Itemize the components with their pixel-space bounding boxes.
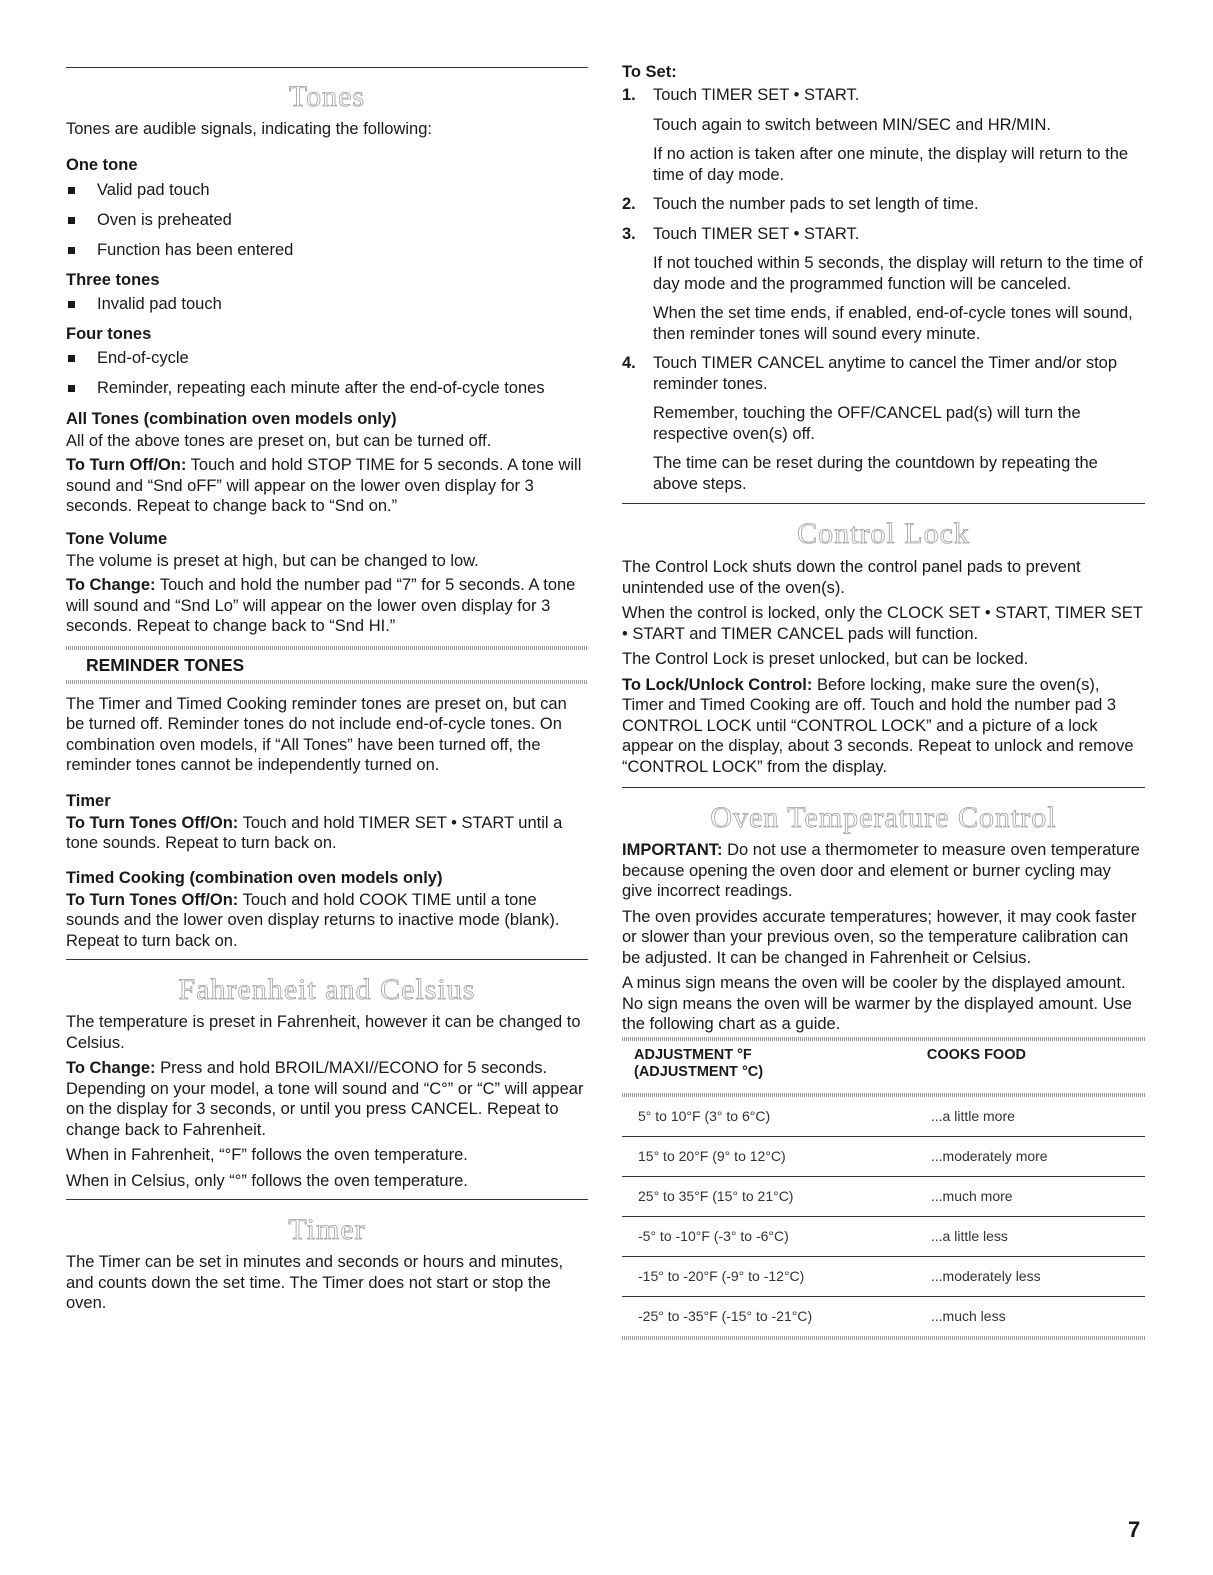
dotted-divider — [66, 680, 588, 684]
adjustment-table — [622, 1041, 1145, 1336]
instruction-label: To Turn Tones Off/On: — [66, 890, 239, 909]
all-tones-text: All of the above tones are preset on, but can be turned off. — [66, 431, 492, 450]
step-text: The time can be reset during the countdown by repeating the above steps. — [653, 454, 1098, 493]
step-text: Touch the number pads to set length of time. — [653, 195, 979, 213]
step-text: If no action is taken after one minute, the display will return to the time of day mode. — [653, 145, 1129, 184]
timer-tones-instruction — [66, 813, 588, 854]
table-row — [622, 1256, 1145, 1296]
three-tones-heading: Three tones — [66, 270, 160, 289]
list-item: Reminder, repeating each minute after the end-of-cycle tones — [66, 378, 588, 398]
instruction-text: Before locking, make sure the oven(s), Timer and Timed Cooking are off. Touch and hold the number pad 3 CONTROL LOCK until “CONTROL LOCK” and a picture of a lock appear on the display, about 3 seconds. Repeat to unlock and remove “CONTROL LOCK” from the display. — [622, 675, 1134, 776]
header-line: (ADJUSTMENT °C) — [634, 1063, 764, 1080]
list-item: Oven is preheated — [66, 210, 588, 230]
step-text: Touch TIMER CANCEL anytime to cancel the Timer and/or stop reminder tones. — [653, 354, 1118, 393]
step-number: 1. — [622, 86, 636, 104]
list-item: End-of-cycle — [66, 348, 588, 368]
cooks-food-cell: ...a little more — [930, 1108, 1015, 1124]
control-lock-p3: The Control Lock is preset unlocked, but can be locked. — [622, 650, 1029, 668]
cooks-food-column-header: COOKS FOOD — [926, 1046, 1026, 1063]
adjustment-cell: 15° to 20°F (9° to 12°C) — [622, 1136, 915, 1176]
step-text: Remember, touching the OFF/CANCEL pad(s) will turn the respective oven(s) off. — [653, 404, 1081, 443]
oven-temp-p2: The oven provides accurate temperatures; however, it may cook faster or slower than your previous oven, so the temperature calibration can be adjusted. It can be changed in Fahrenheit or Celsius. — [622, 907, 1137, 967]
step-text: Touch TIMER SET • START. — [653, 86, 860, 104]
step-item — [622, 194, 1145, 215]
step-item — [622, 353, 1145, 494]
step-text: Touch again to switch between MIN/SEC and HR/MIN. — [653, 115, 1052, 134]
cooks-food-cell: ...moderately less — [915, 1256, 1145, 1296]
timer-intro: The Timer can be set in minutes and seconds or hours and minutes, and counts down the set time. The Timer does not start or stop the oven. — [66, 1253, 564, 1312]
all-tones-heading: All Tones (combination oven models only) — [66, 409, 397, 428]
instruction-text: Touch and hold STOP TIME for 5 seconds. A tone will sound and “Snd oFF” will appear on the lower oven display for 3 seconds. Repeat to change back to “Snd on.” — [66, 456, 582, 515]
step-number: 4. — [622, 354, 636, 372]
oven-temp-important — [622, 840, 1145, 902]
instruction-label: IMPORTANT: — [622, 841, 723, 859]
control-lock-title: Control Lock — [797, 517, 970, 550]
adjustment-cell: -25° to -35°F (-15° to -21°C) — [622, 1296, 915, 1336]
table-row — [622, 1176, 1145, 1216]
four-tones-list — [66, 348, 588, 398]
instruction-text: Touch and hold the number pad “7” for 5 seconds. A tone will sound and “Snd Lo” will appear on the lower oven display for 3 seconds. Repeat to change back to “Snd HI.” — [66, 576, 576, 635]
table-header-row — [622, 1041, 1145, 1081]
to-set-heading: To Set: — [622, 63, 677, 81]
reminder-tones-text: The Timer and Timed Cooking reminder tones are preset on, but can be turned off. Reminder tones do not include end-of-cycle tones. On combination oven models, if “All Tones” have been turned off, the reminder tones cannot be independently turned on. — [66, 694, 567, 774]
cooks-food-cell: ...much more — [915, 1176, 1145, 1216]
dotted-divider — [66, 646, 588, 650]
step-text: When the set time ends, if enabled, end-of-cycle tones will sound, then reminder tones will sound every minute. — [653, 304, 1133, 343]
control-lock-instruction — [622, 675, 1145, 778]
cooks-food-cell: ...moderately more — [915, 1136, 1145, 1176]
table-row — [622, 1097, 1145, 1137]
to-set-steps — [622, 85, 1145, 494]
oven-temperature-title: Oven Temperature Control — [710, 801, 1057, 834]
list-item: Valid pad touch — [66, 180, 588, 200]
instruction-label: To Change: — [66, 1059, 156, 1077]
page-number: 7 — [1128, 1517, 1141, 1542]
all-tones-instruction — [66, 455, 588, 517]
section-divider — [66, 1199, 588, 1200]
list-item: Function has been entered — [66, 240, 588, 260]
instruction-label: To Change: — [66, 576, 156, 594]
header-line: ADJUSTMENT °F — [634, 1046, 752, 1063]
dotted-divider — [622, 1336, 1145, 1340]
step-text: Touch TIMER SET • START. — [653, 224, 860, 243]
section-divider — [622, 787, 1145, 788]
oven-temp-p3: A minus sign means the oven will be cooler by the displayed amount. No sign means the oven will be warmer by the displayed amount. Use the following chart as a guide. — [622, 974, 1132, 1033]
right-column — [622, 56, 1145, 1340]
adjustment-column-header — [622, 1041, 915, 1081]
step-item — [622, 224, 1145, 345]
three-tones-list — [66, 294, 588, 314]
fahrenheit-intro: The temperature is preset in Fahrenheit, however it can be changed to Celsius. — [66, 1013, 581, 1052]
timed-cooking-heading: Timed Cooking (combination oven models only) — [66, 868, 443, 887]
control-lock-p2: When the control is locked, only the CLOCK SET • START, TIMER SET • START and TIMER CANCEL pads will function. — [622, 604, 1143, 643]
tone-volume-heading: Tone Volume — [66, 529, 168, 548]
tone-volume-instruction — [66, 575, 588, 637]
instruction-label: To Lock/Unlock Control: — [622, 675, 813, 694]
step-number: 3. — [622, 224, 636, 243]
table-row — [622, 1136, 1145, 1176]
step-text: If not touched within 5 seconds, the display will return to the time of day mode and the programmed function will be canceled. — [653, 254, 1143, 293]
fahrenheit-instruction — [66, 1058, 588, 1140]
control-lock-p1: The Control Lock shuts down the control panel pads to prevent unintended use of the oven(s). — [622, 558, 1081, 597]
instruction-text: Do not use a thermometer to measure oven temperature because opening the oven door and element or burner cycling may give incorrect readings. — [622, 841, 1140, 900]
table-row — [622, 1296, 1145, 1336]
instruction-label: To Turn Tones Off/On: — [66, 813, 239, 832]
section-divider — [622, 503, 1145, 504]
fahrenheit-note: When in Fahrenheit, “°F” follows the oven temperature. — [66, 1146, 468, 1164]
instruction-text: Touch and hold TIMER SET • START until a tone sounds. Repeat to turn back on. — [66, 813, 563, 852]
instruction-text: Touch and hold COOK TIME until a tone sounds and the lower oven display returns to inactive mode (blank). Repeat to turn back on. — [66, 890, 560, 950]
adjustment-cell: -15° to -20°F (-9° to -12°C) — [622, 1256, 915, 1296]
timer-title: Timer — [288, 1213, 366, 1246]
tones-intro: Tones are audible signals, indicating the following: — [66, 120, 432, 138]
instruction-text: Press and hold BROIL/MAXI//ECONO for 5 seconds. Depending on your model, a tone will sound and “C°” or “C” will appear on the display for 3 seconds, or until you press CANCEL. Repeat to change back to Fahrenheit. — [66, 1059, 584, 1139]
cooks-food-cell: ...much less — [915, 1296, 1145, 1336]
timer-tones-heading: Timer — [66, 791, 111, 810]
tone-volume-text: The volume is preset at high, but can be changed to low. — [66, 551, 479, 570]
step-item — [622, 85, 1145, 185]
instruction-label: To Turn Off/On: — [66, 456, 187, 474]
timed-cooking-instruction — [66, 890, 588, 952]
adjustment-cell: 5° to 10°F (3° to 6°C) — [638, 1108, 771, 1124]
adjustment-cell: 25° to 35°F (15° to 21°C) — [622, 1176, 915, 1216]
four-tones-heading: Four tones — [66, 324, 152, 343]
list-item: Invalid pad touch — [66, 294, 588, 314]
step-number: 2. — [622, 195, 636, 213]
table-row — [622, 1216, 1145, 1256]
one-tone-list — [66, 180, 588, 260]
one-tone-heading: One tone — [66, 155, 138, 174]
fahrenheit-celsius-title: Fahrenheit and Celsius — [178, 973, 476, 1006]
reminder-tones-heading: REMINDER TONES — [86, 654, 245, 675]
adjustment-cell: -5° to -10°F (-3° to -6°C) — [622, 1216, 915, 1256]
tones-title: Tones — [288, 80, 366, 113]
header-divider-row — [622, 1081, 1145, 1097]
left-column — [66, 56, 588, 1314]
section-divider — [66, 959, 588, 960]
section-divider — [66, 67, 588, 68]
celsius-note: When in Celsius, only “°” follows the oven temperature. — [66, 1171, 468, 1190]
cooks-food-cell: ...a little less — [915, 1216, 1145, 1256]
